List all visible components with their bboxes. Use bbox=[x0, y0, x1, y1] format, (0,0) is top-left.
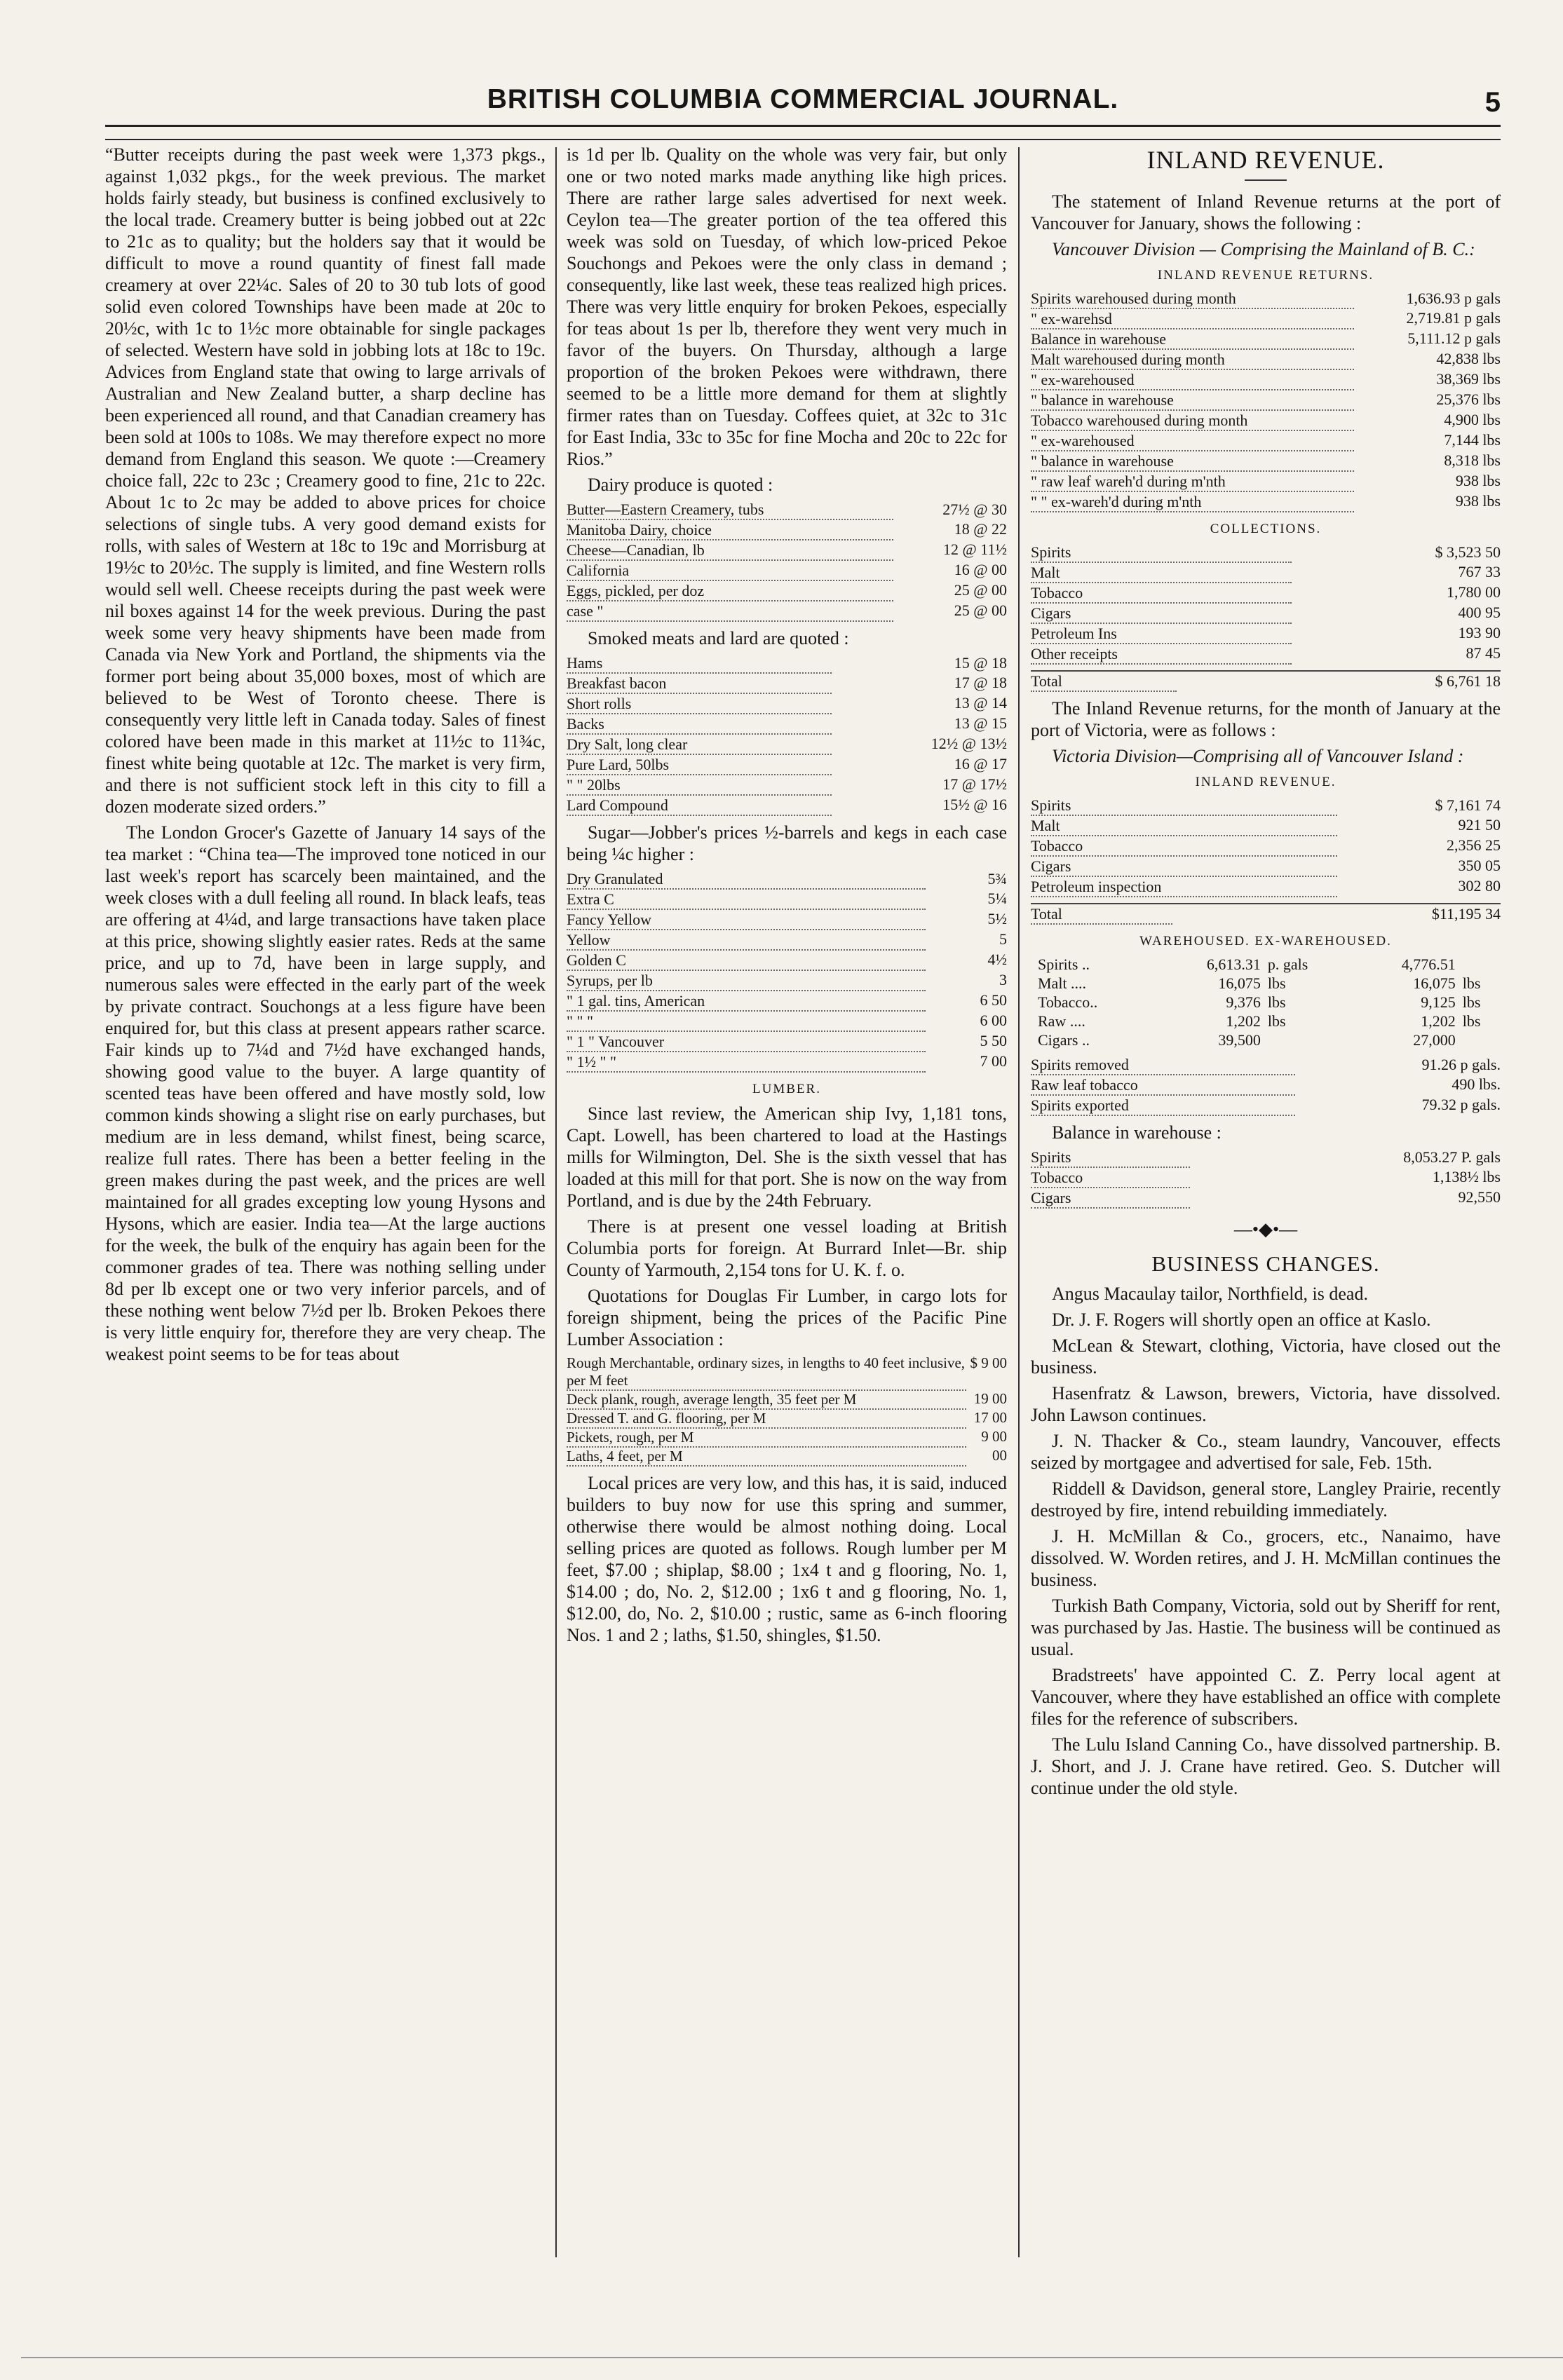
row-value: 8,053.27 P. gals bbox=[1403, 1148, 1501, 1166]
price-row bbox=[1031, 471, 1501, 491]
tea-report-continued: is 1d per lb. Quality on the whole was very fair, but only one or two noted marks made anything like high prices. There are rather large sales advertised for next week. Ceylon tea—The greater portion of the tea offered this week was sold on Tuesday, of which low-priced Pekoe Souchongs and Pekoes were the only class in demand ; consequently, like last week, these teas realized high prices. There was very little enquiry for broken Pekoes, especially for teas about 1s per lb, therefore they went very much in favor of the buyers. On Thursday, although a large proportion of the broken Pekoes were withdrawn, there seemed to be a little more demand for them at slightly firmer rates than on Tuesday. Coffees quiet, at 32c to 31c for East India, 33c to 35c for fine Mocha and 20c to 22c for Rios.” bbox=[567, 144, 1007, 469]
row-label: Spirits bbox=[1031, 1148, 1190, 1167]
row-label: Malt bbox=[1031, 562, 1292, 583]
row-label: Tobacco bbox=[1031, 583, 1292, 603]
column-divider bbox=[555, 147, 557, 2257]
business-change-item: Bradstreets' have appointed C. Z. Perry local agent at Vancouver, where they have established an office with complete files for the reference of subscribers. bbox=[1031, 1665, 1501, 1729]
row-label: " 1 gal. tins, American bbox=[567, 991, 926, 1011]
price-row bbox=[1031, 491, 1501, 512]
lumber-paragraph: Since last review, the American ship Ivy, 1,181 tons, Capt. Lowell, has been chartered to load at the Hastings mills for Wilmington, Del. She is the sixth vessel that has loaded at this mill for that port. She is now on the way from Portland, and is due by the 24th February. bbox=[567, 1103, 1007, 1211]
row-label: Backs bbox=[567, 714, 832, 734]
price-row bbox=[567, 909, 1007, 930]
row-label: Yellow bbox=[567, 930, 926, 950]
journal-title: BRITISH COLUMBIA COMMERCIAL JOURNAL. bbox=[487, 84, 1119, 114]
warehoused-subheading: WAREHOUSED. EX-WAREHOUSED. bbox=[1139, 934, 1392, 948]
heading-dash bbox=[1245, 179, 1287, 181]
row-value: 87 45 bbox=[1466, 644, 1501, 662]
row-label: Syrups, per lb bbox=[567, 970, 926, 991]
price-row bbox=[567, 950, 1007, 970]
business-change-item: Dr. J. F. Rogers will shortly open an office at Kaslo. bbox=[1052, 1310, 1431, 1330]
balance-intro: Balance in warehouse : bbox=[1052, 1122, 1222, 1143]
row-label: Extra C bbox=[567, 889, 926, 909]
row-value: 12½ @ 13½ bbox=[931, 735, 1007, 752]
revenue-paragraph: The Inland Revenue returns, for the month of January at the port of Victoria, were as follows : bbox=[1031, 698, 1501, 740]
price-row bbox=[567, 519, 1007, 540]
price-row bbox=[1031, 562, 1501, 583]
item-label: Tobacco.. bbox=[1038, 993, 1098, 1011]
item-value: 39,500 bbox=[1218, 1031, 1261, 1049]
row-value: 5 bbox=[999, 930, 1007, 948]
row-label: Malt bbox=[1031, 815, 1337, 836]
price-row bbox=[1031, 451, 1501, 471]
row-label: Cigars bbox=[1031, 603, 1292, 623]
division-title: Victoria Division—Comprising all of Vancouver Island : bbox=[1052, 746, 1464, 766]
price-row bbox=[567, 1354, 1007, 1390]
row-label: Pickets, rough, per M bbox=[567, 1428, 966, 1447]
row-value: 2,356 25 bbox=[1447, 836, 1501, 854]
row-value: 27½ @ 30 bbox=[942, 501, 1007, 518]
row-value: 92,550 bbox=[1458, 1188, 1501, 1206]
item-label: Malt .... bbox=[1038, 974, 1087, 992]
victoria-total: Total $11,195 34 bbox=[1031, 903, 1501, 925]
item-value: 1,202 bbox=[1226, 1012, 1261, 1030]
butter-report: “Butter receipts during the past week were 1,373 pkgs., against 1,032 pkgs., for the week previous. The market holds fairly steady, but business is confined exclusively to the local trade. Creamery butter is being jobbed out at 22c to 21c as to quality; but the holders say that it would be difficult to move a round quantity of finest fall made creamery at over 22¼c. Sales of 20 to 30 tub lots of good solid even colored Townships have been made at 20c to 20½c, with 1c to 1½c more obtainable for single packages of selected. Western have sold in jobbing lots at 18c to 19c. Advices from England state that owing to large arrivals of Australian and New Zealand butter, a sharp decline has been experienced all round, and that Canadian creamery has been sold at 100s to 108s. We may therefore expect no more demand from England this season. We quote :—Creamery choice fall, 22c to 23c ; Creamery good to fine, 21c to 22c. About 1c to 2c may be added to above prices for choice selections of single tubs. A very good demand exists for rolls, with sales of Western at 18c to 19c and Morrisburg at 19½c to 20½c. The supply is limited, and fine Western rolls would sell well. Cheese receipts during the past week were nil boxes against 14 for the week previous. During the past week some very heavy shipments have been made from Canada via New York and Portland, the shipments via the former port being about 35,000 boxes, most of which are believed to be West of Toronto cheese. There is consequently very little left in Canada today. Sales of finest colored have been made in this market at 11½c to 11¾c, finest white being quotable at 12c. The market is very firm, and there is not sufficient stock left in this city to fill a dozen moderate sized orders.” bbox=[105, 144, 546, 817]
price-row bbox=[567, 889, 1007, 909]
warehouse-row bbox=[1031, 955, 1501, 974]
price-row bbox=[1031, 876, 1501, 897]
row-label: Spirits removed bbox=[1031, 1055, 1295, 1075]
row-value: 15 @ 18 bbox=[954, 654, 1007, 672]
row-label: Hams bbox=[567, 653, 832, 673]
row-label: case " bbox=[567, 601, 893, 621]
row-label: " raw leaf wareh'd during m'nth bbox=[1031, 471, 1354, 491]
business-change-item: Riddell & Davidson, general store, Langley Prairie, recently destroyed by fire, intend rebuilding immediately. bbox=[1031, 1478, 1501, 1521]
row-label: " " 20lbs bbox=[567, 775, 832, 795]
row-value: 8,318 lbs bbox=[1444, 451, 1501, 469]
item-value: 1,202 bbox=[1421, 1012, 1456, 1030]
row-value: $ 3,523 50 bbox=[1435, 543, 1501, 561]
row-value: 490 lbs. bbox=[1452, 1075, 1501, 1093]
business-change-item: The Lulu Island Canning Co., have dissolved partnership. B. J. Short, and J. J. Crane have retired. Geo. S. Dutcher will continue under the old style. bbox=[1031, 1734, 1501, 1798]
inland-revenue-subheading: INLAND REVENUE. bbox=[1195, 775, 1337, 789]
row-label: Dressed T. and G. flooring, per M bbox=[567, 1409, 966, 1428]
business-change-item: Hasenfratz & Lawson, brewers, Victoria, have dissolved. John Lawson continues. bbox=[1031, 1383, 1501, 1425]
business-change-item: McLean & Stewart, clothing, Victoria, have closed out the business. bbox=[1031, 1335, 1501, 1378]
business-change-item: J. H. McMillan & Co., grocers, etc., Nanaimo, have dissolved. W. Worden retires, and J. H. McMillan continues the business. bbox=[1031, 1526, 1501, 1590]
row-label: Balance in warehouse bbox=[1031, 329, 1354, 349]
price-row bbox=[1031, 289, 1501, 308]
row-value: 42,838 lbs bbox=[1436, 350, 1501, 367]
business-change-item: Angus Macaulay tailor, Northfield, is dead. bbox=[1052, 1284, 1368, 1304]
row-value: 12 @ 11½ bbox=[943, 540, 1007, 558]
row-label: " ex-warehoused bbox=[1031, 369, 1354, 390]
page-edge-line bbox=[21, 2357, 1563, 2358]
item-value: lbs bbox=[1267, 993, 1286, 1011]
row-label: Spirits bbox=[1031, 543, 1292, 562]
row-label: " " " bbox=[567, 1011, 926, 1031]
row-label: " 1½ " " bbox=[567, 1052, 926, 1072]
meats-intro: Smoked meats and lard are quoted : bbox=[588, 628, 849, 648]
price-row bbox=[567, 1052, 1007, 1072]
column-2 bbox=[567, 144, 1007, 1650]
price-row bbox=[567, 1409, 1007, 1428]
item-value: lbs bbox=[1267, 1012, 1286, 1030]
column-1 bbox=[105, 144, 546, 1369]
row-value: 400 95 bbox=[1458, 604, 1501, 621]
row-label: Petroleum Ins bbox=[1031, 623, 1292, 644]
collections-subheading: COLLECTIONS. bbox=[1210, 522, 1322, 536]
price-row bbox=[567, 500, 1007, 519]
item-value: lbs bbox=[1267, 974, 1286, 992]
inland-revenue-heading: INLAND REVENUE. bbox=[1146, 146, 1385, 174]
business-changes-list bbox=[1031, 1283, 1501, 1799]
row-label: Cigars bbox=[1031, 856, 1337, 876]
price-row bbox=[567, 1390, 1007, 1409]
row-value: 91.26 p gals. bbox=[1421, 1056, 1501, 1073]
row-label: Tobacco bbox=[1031, 1167, 1190, 1188]
row-label: Lard Compound bbox=[567, 795, 832, 815]
row-value: 19 00 bbox=[973, 1390, 1007, 1407]
row-value: 9 00 bbox=[981, 1428, 1007, 1445]
row-value: 6 00 bbox=[980, 1012, 1007, 1029]
row-value: 350 05 bbox=[1458, 857, 1501, 874]
price-row bbox=[1031, 856, 1501, 876]
price-row bbox=[1031, 308, 1501, 329]
dairy-intro: Dairy produce is quoted : bbox=[588, 475, 773, 495]
price-row bbox=[567, 970, 1007, 991]
price-row bbox=[1031, 836, 1501, 856]
row-value: 16 @ 17 bbox=[954, 755, 1007, 773]
price-row bbox=[567, 869, 1007, 889]
lumber-paragraph: Quotations for Douglas Fir Lumber, in cargo lots for foreign shipment, being the prices of the Pacific Pine Lumber Association : bbox=[567, 1286, 1007, 1349]
price-row bbox=[567, 601, 1007, 621]
row-label: " 1 " Vancouver bbox=[567, 1031, 926, 1052]
row-value: 5¾ bbox=[987, 870, 1007, 888]
row-label: Golden C bbox=[567, 950, 926, 970]
row-value: 938 lbs bbox=[1455, 472, 1501, 489]
row-value: 7 00 bbox=[980, 1052, 1007, 1070]
page-header bbox=[105, 70, 1501, 119]
row-value: 5½ bbox=[987, 910, 1007, 927]
row-label: Pure Lard, 50lbs bbox=[567, 754, 832, 775]
price-row bbox=[1031, 430, 1501, 451]
row-value: 2,719.81 p gals bbox=[1406, 309, 1501, 327]
row-value: 4,900 lbs bbox=[1444, 411, 1501, 428]
sugar-intro: Sugar—Jobber's prices ½-barrels and kegs in each case being ¼c higher : bbox=[567, 822, 1007, 864]
row-label: Breakfast bacon bbox=[567, 673, 832, 693]
row-label: California bbox=[567, 560, 893, 580]
item-value bbox=[1261, 1031, 1346, 1049]
row-value: 302 80 bbox=[1458, 877, 1501, 895]
lumber-prices-table bbox=[567, 1354, 1007, 1467]
price-row bbox=[567, 714, 1007, 734]
row-label: Manitoba Dairy, choice bbox=[567, 519, 893, 540]
price-row bbox=[567, 734, 1007, 754]
dairy-prices-table bbox=[567, 500, 1007, 622]
warehouse-row bbox=[1031, 1031, 1501, 1049]
column-3 bbox=[1031, 144, 1501, 1803]
price-row bbox=[1031, 1167, 1501, 1188]
row-label: " balance in warehouse bbox=[1031, 390, 1354, 410]
row-value: 1,138½ lbs bbox=[1432, 1168, 1501, 1185]
price-row bbox=[567, 693, 1007, 714]
row-label: Cheese—Canadian, lb bbox=[567, 540, 893, 560]
price-row bbox=[1031, 369, 1501, 390]
price-row bbox=[1031, 1095, 1501, 1115]
row-value: 5¼ bbox=[987, 890, 1007, 907]
item-value: 4,776.51 bbox=[1401, 956, 1456, 973]
price-row bbox=[567, 560, 1007, 580]
revenue-paragraph: The statement of Inland Revenue returns at the port of Vancouver for January, shows the following : bbox=[1031, 191, 1501, 233]
row-value: 921 50 bbox=[1458, 816, 1501, 834]
item-value: 9,125 bbox=[1421, 993, 1456, 1011]
row-label: Laths, 4 feet, per M bbox=[567, 1447, 966, 1466]
row-value: 18 @ 22 bbox=[954, 520, 1007, 538]
row-label: Short rolls bbox=[567, 693, 832, 714]
row-label: Other receipts bbox=[1031, 644, 1292, 664]
row-label: Spirits exported bbox=[1031, 1095, 1295, 1115]
row-value: 38,369 lbs bbox=[1436, 370, 1501, 388]
price-row bbox=[567, 754, 1007, 775]
price-row bbox=[1031, 1055, 1501, 1075]
row-label: Dry Granulated bbox=[567, 869, 926, 889]
price-row bbox=[567, 580, 1007, 601]
price-row bbox=[567, 1428, 1007, 1447]
row-label: Spirits bbox=[1031, 796, 1337, 815]
warehouse-row bbox=[1031, 1012, 1501, 1031]
row-label: Spirits warehoused during month bbox=[1031, 289, 1354, 308]
price-row bbox=[1031, 796, 1501, 815]
business-change-item: J. N. Thacker & Co., steam laundry, Vancouver, effects seized by mortgagee and advertised for sale, Feb. 15th. bbox=[1031, 1431, 1501, 1473]
row-value: 17 00 bbox=[973, 1409, 1007, 1426]
price-row bbox=[1031, 603, 1501, 623]
price-row bbox=[1031, 583, 1501, 603]
row-value: 5 50 bbox=[980, 1032, 1007, 1049]
row-value: $ 7,161 74 bbox=[1435, 796, 1501, 814]
item-value: p. gals bbox=[1267, 956, 1308, 973]
row-value: 17 @ 18 bbox=[954, 674, 1007, 691]
row-value: 25 @ 00 bbox=[954, 601, 1007, 619]
row-value: 5,111.12 p gals bbox=[1407, 329, 1501, 347]
row-label: Petroleum inspection bbox=[1031, 876, 1337, 897]
row-value: $ 9 00 bbox=[970, 1354, 1007, 1371]
item-label: Spirits .. bbox=[1038, 956, 1090, 973]
price-row bbox=[1031, 390, 1501, 410]
price-row bbox=[567, 775, 1007, 795]
lumber-heading: LUMBER. bbox=[752, 1082, 821, 1096]
price-row bbox=[1031, 644, 1501, 664]
row-value: 13 @ 14 bbox=[954, 694, 1007, 712]
row-label: Dry Salt, long clear bbox=[567, 734, 832, 754]
header-rule-lower bbox=[105, 139, 1501, 140]
collections-table bbox=[1031, 543, 1501, 665]
item-label: Raw .... bbox=[1038, 1012, 1085, 1030]
warehouse-row bbox=[1031, 974, 1501, 993]
sugar-prices-table bbox=[567, 869, 1007, 1073]
row-value: 7,144 lbs bbox=[1444, 431, 1501, 449]
price-row bbox=[567, 930, 1007, 950]
row-value: 6 50 bbox=[980, 991, 1007, 1009]
row-label: Malt warehoused during month bbox=[1031, 349, 1354, 369]
ornament-divider: —•◆•— bbox=[1233, 1219, 1298, 1239]
price-row bbox=[567, 795, 1007, 815]
price-row bbox=[567, 673, 1007, 693]
row-label: Raw leaf tobacco bbox=[1031, 1075, 1295, 1095]
row-label: Deck plank, rough, average length, 35 feet per M bbox=[567, 1390, 966, 1409]
warehouse-extra-table bbox=[1031, 1055, 1501, 1116]
item-value: lbs bbox=[1462, 993, 1481, 1011]
row-value: 193 90 bbox=[1458, 624, 1501, 641]
row-label: Cigars bbox=[1031, 1188, 1190, 1208]
item-value: 6,613.31 bbox=[1206, 956, 1261, 973]
price-row bbox=[567, 653, 1007, 673]
row-label: Fancy Yellow bbox=[567, 909, 926, 930]
warehouse-row bbox=[1031, 993, 1501, 1012]
price-row bbox=[567, 540, 1007, 560]
row-value: 1,636.93 p gals bbox=[1406, 290, 1501, 307]
meat-prices-table bbox=[567, 653, 1007, 816]
price-row bbox=[567, 991, 1007, 1011]
balance-table bbox=[1031, 1148, 1501, 1209]
row-label: Eggs, pickled, per doz bbox=[567, 580, 893, 601]
price-row bbox=[1031, 1188, 1501, 1208]
item-value: lbs bbox=[1462, 1012, 1481, 1030]
item-label: Cigars .. bbox=[1038, 1031, 1090, 1049]
row-value: 79.32 p gals. bbox=[1421, 1096, 1501, 1113]
price-row bbox=[1031, 623, 1501, 644]
price-row bbox=[567, 1447, 1007, 1466]
lumber-paragraph: There is at present one vessel loading at British Columbia ports for foreign. At Burrard Inlet—Br. ship County of Yarmouth, 2,154 tons for U. K. f. o. bbox=[567, 1216, 1007, 1280]
collections-total: Total $ 6,761 18 bbox=[1031, 670, 1501, 692]
row-value: 4½ bbox=[987, 951, 1007, 968]
item-value: 9,376 bbox=[1226, 993, 1261, 1011]
row-value: 1,780 00 bbox=[1447, 583, 1501, 601]
returns-table bbox=[1031, 289, 1501, 512]
price-row bbox=[1031, 1148, 1501, 1167]
page-number: 5 bbox=[1484, 87, 1501, 118]
price-row bbox=[1031, 543, 1501, 562]
row-label: " " ex-wareh'd during m'nth bbox=[1031, 491, 1354, 512]
price-row bbox=[567, 1031, 1007, 1052]
header-rule bbox=[105, 125, 1501, 127]
business-changes-heading: BUSINESS CHANGES. bbox=[1151, 1251, 1380, 1276]
price-row bbox=[1031, 1075, 1501, 1095]
item-value bbox=[1456, 1031, 1501, 1049]
price-row bbox=[1031, 349, 1501, 369]
item-value: 27,000 bbox=[1413, 1031, 1456, 1049]
row-value: 17 @ 17½ bbox=[942, 775, 1007, 793]
business-change-item: Turkish Bath Company, Victoria, sold out by Sheriff for rent, was purchased by Jas. Hastie. The business will be continued as usual. bbox=[1031, 1596, 1501, 1659]
row-label: " ex-warehsd bbox=[1031, 308, 1354, 329]
item-value: 16,075 bbox=[1413, 974, 1456, 992]
column-divider bbox=[1018, 147, 1020, 2257]
price-row bbox=[1031, 815, 1501, 836]
row-label: Tobacco warehoused during month bbox=[1031, 410, 1354, 430]
row-label: " balance in warehouse bbox=[1031, 451, 1354, 471]
row-value: 15½ @ 16 bbox=[942, 796, 1007, 813]
row-value: 16 @ 00 bbox=[954, 561, 1007, 578]
row-value: 00 bbox=[992, 1447, 1007, 1464]
item-value: lbs bbox=[1462, 974, 1481, 992]
returns-subheading: INLAND REVENUE RETURNS. bbox=[1157, 268, 1374, 283]
lumber-paragraph: Local prices are very low, and this has, it is said, induced builders to buy now for use this spring and summer, otherwise there would be almost nothing doing. Local selling prices are quoted as follows. Rough lumber per M feet, $7.00 ; shiplap, $8.00 ; 1x4 t and g flooring, No. 1, $14.00 ; do, No. 2, $12.00 ; 1x6 t and g flooring, No. 1, $12.00, do, No. 2, $10.00 ; rustic, same as 6-inch flooring Nos. 1 and 2 ; laths, $1.50, shingles, $1.50. bbox=[567, 1473, 1007, 1645]
item-value bbox=[1456, 955, 1501, 974]
item-value: 16,075 bbox=[1218, 974, 1261, 992]
row-label: Rough Merchantable, ordinary sizes, in lengths to 40 feet inclusive, per M feet bbox=[567, 1354, 966, 1389]
row-value: 938 lbs bbox=[1455, 492, 1501, 510]
row-label: " ex-warehoused bbox=[1031, 430, 1354, 451]
warehoused-table bbox=[1031, 955, 1501, 1049]
row-value: 13 @ 15 bbox=[954, 714, 1007, 732]
row-value: 767 33 bbox=[1458, 563, 1501, 580]
row-value: 3 bbox=[999, 971, 1007, 988]
row-value: 25 @ 00 bbox=[954, 581, 1007, 599]
victoria-table bbox=[1031, 796, 1501, 897]
row-label: Butter—Eastern Creamery, tubs bbox=[567, 500, 893, 519]
price-row bbox=[1031, 329, 1501, 349]
tea-market-report: The London Grocer's Gazette of January 14 says of the tea market : “China tea—The improved tone noticed in our last week's report has scarcely been maintained, and the week closes with a dull feeling all round. In black leafs, teas are offering at 4¼d, and large transactions have taken place at this price, showing slightly easier rates. Reds at the same price, and up to 7d, have been in large supply, and numerous sales were effected in the early part of the week by private contract. Souchongs at a less figure have been enquired for, but this class at present appears rather scarce. Fair kinds up to 7¼d and 7½d have exchanged hands, showing good value to the buyer. A large quantity of scented teas have been offered and have mostly sold, low common kinds showing a slight rise on early purchases, but medium are in less demand, whilst finest, being scarce, realize full rates. There has been a better feeling in the green makes during the past week, and the prices are well maintained for all grades excepting low young Hysons and Hysons, which are easier. India tea—At the large auctions for the week, the bulk of the enquiry has again been for the commoner grades of tea. There was nothing selling under 8d per lb except one or two very inferior parcels, and of these nothing went below 7½d per lb. Broken Pekoes there is very little enquiry for, therefore they are very cheap. The weakest point seems to be for teas about bbox=[105, 822, 546, 1364]
row-value: 25,376 lbs bbox=[1436, 390, 1501, 408]
price-row bbox=[567, 1011, 1007, 1031]
price-row bbox=[1031, 410, 1501, 430]
row-label: Tobacco bbox=[1031, 836, 1337, 856]
division-title: Vancouver Division — Comprising the Mainland of B. C.: bbox=[1052, 239, 1475, 259]
